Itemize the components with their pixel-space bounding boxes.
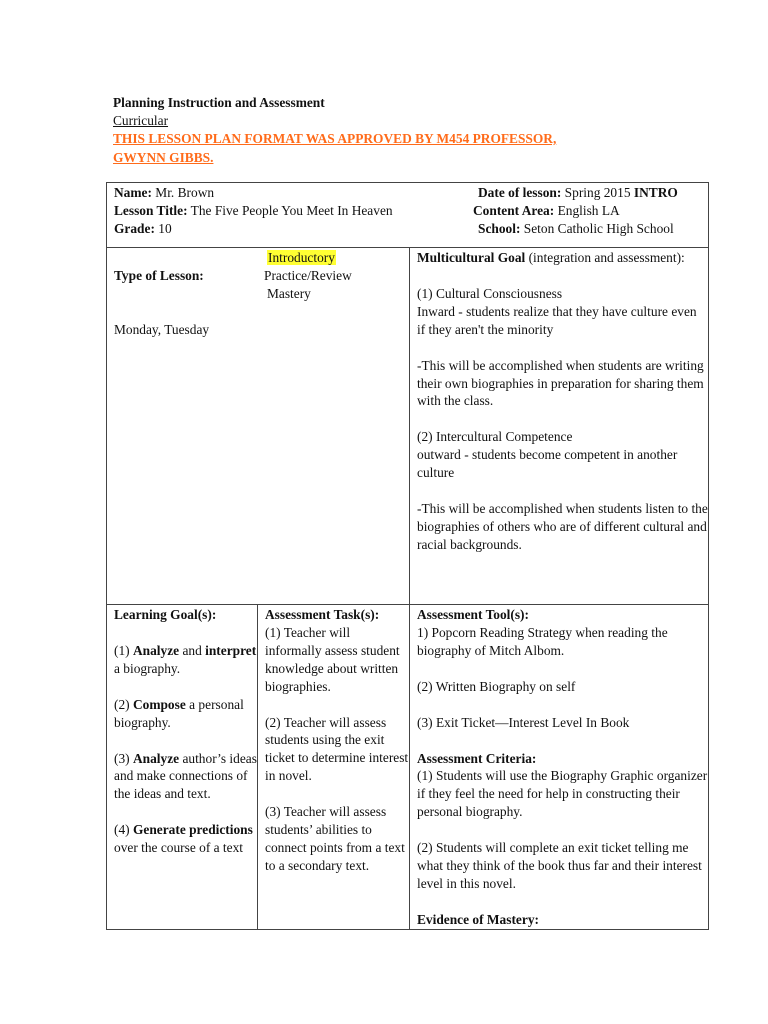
assessment-criteria-1: (1) Students will use the Biography Graphic organizer if they feel the need for help in constructing their personal biography.	[417, 768, 708, 820]
date-label: Date of lesson:	[478, 185, 562, 200]
document-title: Planning Instruction and Assessment	[113, 95, 325, 110]
assessment-tasks-label: Assessment Task(s):	[265, 607, 380, 622]
goal-1-accomplishment: -This will be accomplished when students are writing their own biographies in preparation for sharing them with the class.	[417, 357, 704, 409]
document-subtitle: Curricular	[113, 113, 169, 128]
assessment-task-1: (1) Teacher will informally assess student knowledge about written biographies.	[265, 624, 400, 694]
assessment-tool-2: (2) Written Biography on self	[417, 678, 576, 694]
lesson-title-label: Lesson Title:	[114, 202, 188, 218]
goal-2-number: (2)	[114, 696, 133, 712]
assessment-criteria-2: (2) Students will complete an exit ticket telling me what they think of the book thus far and their interest level in this novel.	[417, 840, 702, 891]
option-introductory-highlight: Introductory	[268, 250, 335, 265]
lesson-type-cell	[107, 248, 410, 605]
info-line-1	[114, 184, 708, 202]
goal-4-number: (4)	[114, 822, 133, 838]
info-line-3	[114, 220, 708, 238]
evidence-of-mastery-label: Evidence of Mastery:	[417, 911, 539, 927]
lesson-plan-table	[106, 182, 709, 930]
school-label: School:	[478, 220, 521, 236]
assessment-tool-1: 1) Popcorn Reading Strategy when reading the biography of Mitch Albom.	[417, 624, 668, 658]
goal-2-verb: Compose	[132, 696, 186, 712]
grade-value: 10	[154, 220, 172, 236]
learning-goal-3	[114, 750, 257, 804]
approval-note-line-1: THIS LESSON PLAN FORMAT WAS APPROVED BY M454 PROFESSOR,	[113, 131, 557, 146]
info-line-2	[114, 202, 708, 220]
lesson-type-row	[107, 248, 709, 605]
goal-2-title: (2) Intercultural Competence	[417, 429, 573, 445]
goal-1-number: (1)	[114, 642, 133, 658]
learning-goal-4	[114, 821, 257, 857]
assessment-task-2: (2) Teacher will assess students using the exit ticket to determine interest in novel.	[265, 714, 409, 784]
option-introductory	[267, 249, 336, 267]
goals-assessment-row	[107, 605, 709, 930]
name-label: Name:	[114, 185, 152, 200]
goal-2-description: outward - students become competent in another culture	[417, 447, 678, 481]
grade-label: Grade:	[114, 220, 155, 236]
assessment-tasks-cell	[258, 605, 410, 930]
goal-1-rest: a biography.	[114, 660, 181, 676]
multicultural-goal-note: (integration and assessment):	[525, 250, 685, 265]
school-value: Seton Catholic High School	[520, 220, 674, 236]
assessment-task-3: (3) Teacher will assess students’ abilities to connect points from a text to a secondary text.	[265, 804, 405, 873]
goal-4-rest: over the course of a text	[114, 840, 244, 856]
goal-3-verb: Analyze	[132, 750, 180, 766]
lesson-title	[114, 202, 393, 220]
content-area-label: Content Area:	[473, 202, 555, 218]
goal-1-connector: and	[179, 642, 206, 658]
multicultural-goal-label: Multicultural Goal	[417, 250, 526, 265]
lesson-date	[478, 184, 700, 202]
goal-1-verb-interpret: interpret	[205, 642, 257, 658]
content-area	[473, 202, 700, 220]
content-area-value: English LA	[554, 202, 620, 218]
lesson-info-row	[107, 183, 709, 248]
assessment-tool-3: (3) Exit Ticket—Interest Level In Book	[417, 714, 630, 730]
assessment-tools-label: Assessment Tool(s):	[417, 607, 529, 622]
option-practice-review: Practice/Review	[264, 268, 352, 283]
school	[478, 220, 700, 238]
learning-goal-2	[114, 696, 257, 732]
teacher-name	[114, 184, 214, 202]
learning-goal-1	[114, 642, 257, 678]
lesson-info-cell	[107, 183, 709, 248]
assessment-criteria-label: Assessment Criteria:	[417, 750, 537, 766]
goal-1-title: (1) Cultural Consciousness	[417, 285, 563, 301]
goal-2-accomplishment: -This will be accomplished when students listen to the biographies of others who are of different cultural and racial backgrounds.	[417, 501, 708, 552]
goal-1-verb-analyze: Analyze	[132, 642, 180, 658]
date-tag: INTRO	[633, 185, 678, 200]
goal-3-number: (3)	[114, 750, 133, 766]
name-value: Mr. Brown	[151, 185, 215, 200]
lesson-type-label: Type of Lesson:	[114, 268, 204, 283]
option-mastery: Mastery	[267, 286, 311, 301]
lesson-title-value: The Five People You Meet In Heaven	[187, 202, 393, 218]
assessment-tools-cell	[410, 605, 709, 930]
goal-4-verb: Generate predictions	[132, 822, 253, 838]
goal-1-description: Inward - students realize that they have culture even if they aren't the minority	[417, 303, 697, 337]
grade	[114, 220, 172, 238]
date-value: Spring 2015	[561, 185, 634, 200]
approval-note-line-2: GWYNN GIBBS.	[113, 150, 214, 165]
goal-3-rest: author’s ideas and make connections of the ideas and text.	[114, 750, 257, 802]
multicultural-goal-heading	[417, 249, 708, 267]
goal-2-rest: a personal biography.	[114, 696, 244, 730]
learning-goals-cell	[107, 605, 258, 930]
multicultural-goal-cell	[410, 248, 709, 605]
lesson-days: Monday, Tuesday	[114, 322, 210, 337]
learning-goals-label: Learning Goal(s):	[114, 607, 217, 622]
